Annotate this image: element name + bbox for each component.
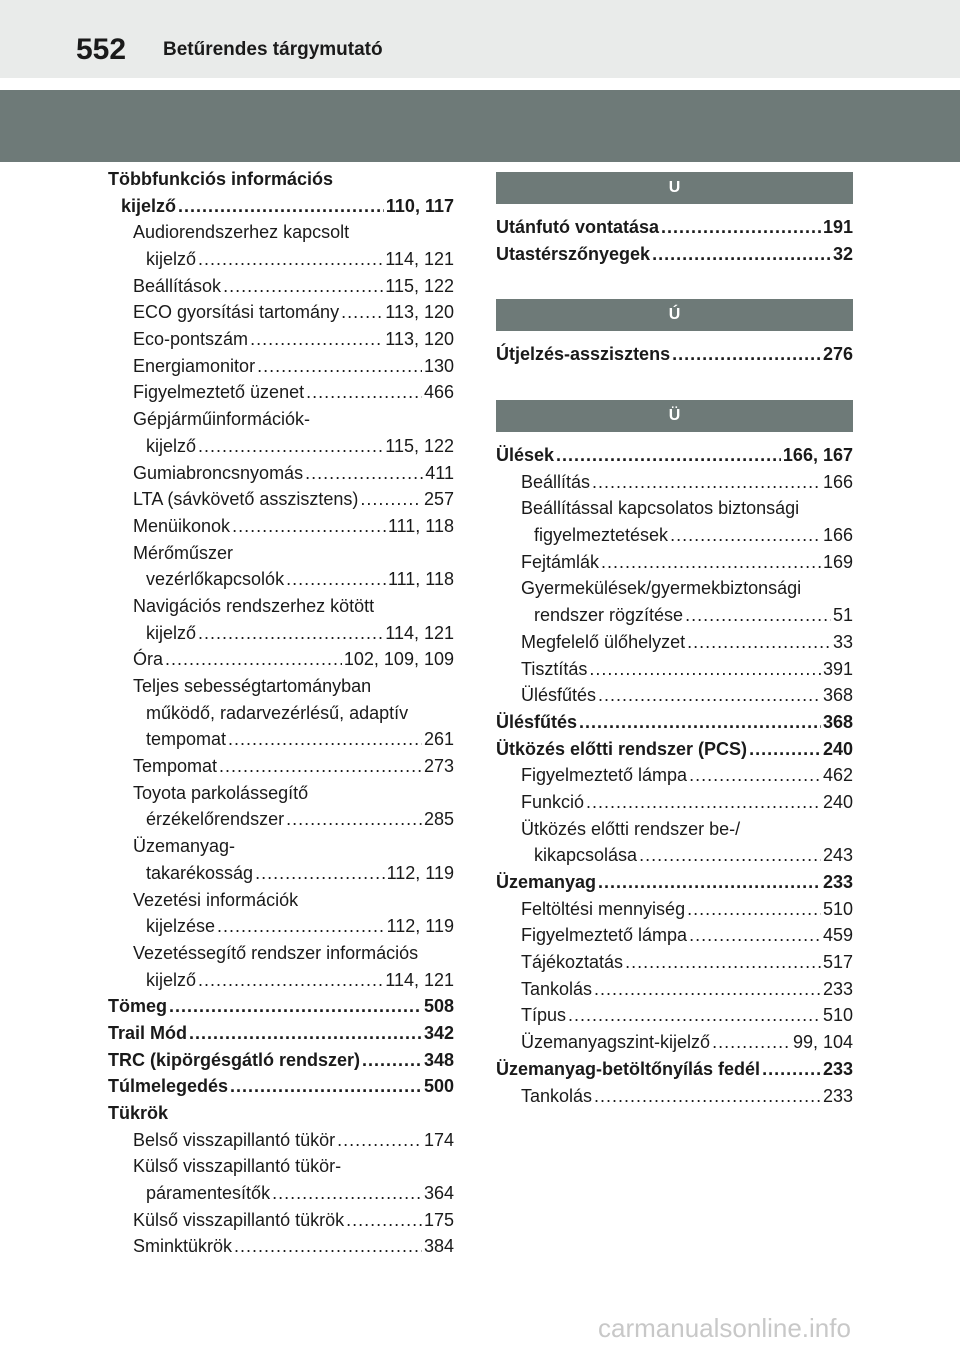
entry-label: Menüikonok [133, 515, 231, 536]
index-subentry [108, 433, 454, 460]
entry-page-ref: 285 [423, 809, 454, 830]
dot-leader [305, 460, 423, 487]
index-subentry [496, 629, 853, 656]
entry-page-ref: 51 [832, 605, 853, 626]
dot-leader [592, 469, 821, 496]
index-subentry [108, 780, 454, 807]
dot-leader [232, 513, 386, 540]
entry-page-ref: 233 [822, 1085, 853, 1106]
entry-label: Utánfutó vontatása [496, 216, 660, 237]
entry-label: Üzemanyag-betöltőnyílás fedél [496, 1058, 761, 1079]
entry-page-ref: 233 [822, 978, 853, 999]
entry-page-ref: 102, 109, 109 [343, 649, 454, 670]
section-gap [496, 267, 853, 293]
entry-page-ref: 384 [423, 1236, 454, 1257]
entry-label: Ütközés előtti rendszer (PCS) [496, 738, 748, 759]
entry-label: Figyelmeztető üzenet [133, 382, 305, 403]
entry-page-ref: 99, 104 [792, 1032, 853, 1053]
entry-page-ref: 517 [822, 952, 853, 973]
dot-leader [568, 1003, 821, 1030]
letter-heading: Ü [496, 400, 853, 432]
index-subentry [108, 380, 454, 407]
entry-label: Többfunkciós információs [108, 168, 334, 189]
entry-page-ref: 112, 119 [386, 916, 454, 937]
entry-label: Audiorendszerhez kapcsolt [133, 222, 350, 243]
index-subentry [108, 887, 454, 914]
index-column-right [496, 166, 853, 1109]
index-subentry [108, 1153, 454, 1180]
entry-page-ref: 462 [822, 765, 853, 786]
entry-page-ref: 33 [832, 631, 853, 652]
index-subentry [108, 620, 454, 647]
entry-page-ref: 243 [822, 845, 853, 866]
entry-label: Tankolás [521, 978, 593, 999]
index-entry [496, 709, 853, 736]
index-entry [496, 241, 853, 268]
entry-label: Ülések [496, 445, 555, 466]
entry-label: takarékosság [146, 862, 254, 883]
dot-leader [598, 869, 821, 896]
index-subentry [496, 522, 853, 549]
section-gap [496, 368, 853, 394]
dot-leader [169, 993, 422, 1020]
entry-page-ref: 240 [822, 791, 853, 812]
dot-leader [689, 922, 821, 949]
index-entry [108, 1020, 454, 1047]
index-subentry [108, 353, 454, 380]
index-subentry [108, 1127, 454, 1154]
entry-label: kijelző [146, 969, 197, 990]
index-subentry [496, 1083, 853, 1110]
dot-leader [250, 326, 383, 353]
entry-label: Ütközés előtti rendszer be-/ [521, 818, 741, 839]
entry-label: Ülésfűtés [521, 685, 597, 706]
dot-leader [594, 976, 821, 1003]
dot-leader [594, 1083, 821, 1110]
index-subentry [108, 967, 454, 994]
dot-leader [178, 193, 384, 220]
index-entry [108, 1073, 454, 1100]
entry-label: érzékelőrendszer [146, 809, 285, 830]
dot-leader [712, 1029, 791, 1056]
entry-label: Gyermekülések/gyermekbiztonsági [521, 578, 802, 599]
entry-page-ref: 368 [822, 685, 853, 706]
entry-page-ref: 240 [822, 738, 853, 759]
entry-label: Utastérszőnyegek [496, 243, 651, 264]
index-entry [108, 1047, 454, 1074]
index-entry [496, 869, 853, 896]
entry-label: Gumiabroncsnyomás [133, 462, 304, 483]
index-subentry [496, 469, 853, 496]
entry-page-ref: 174 [423, 1129, 454, 1150]
index-subentry [108, 673, 454, 700]
index-subentry [108, 326, 454, 353]
index-subentry [108, 299, 454, 326]
index-subentry [108, 913, 454, 940]
entry-page-ref: 273 [423, 756, 454, 777]
entry-page-ref: 115, 122 [385, 435, 454, 456]
dot-leader [198, 246, 383, 273]
entry-page-ref: 114, 121 [385, 249, 454, 270]
index-entry [108, 193, 454, 220]
entry-label: Megfelelő ülőhelyzet [521, 631, 686, 652]
index-subentry [496, 1003, 853, 1030]
index-subentry [108, 726, 454, 753]
entry-label: Toyota parkolássegítő [133, 782, 309, 803]
entry-label: Külső visszapillantó tükrök [133, 1209, 345, 1230]
entry-label: Teljes sebességtartományban [133, 676, 372, 697]
dot-leader [689, 762, 821, 789]
index-subentry [496, 842, 853, 869]
entry-label: rendszer rögzítése [534, 605, 684, 626]
entry-label: Tömeg [108, 996, 168, 1017]
dot-leader [579, 709, 821, 736]
index-subentry [496, 976, 853, 1003]
dot-leader [625, 949, 821, 976]
title-band [0, 90, 960, 162]
entry-page-ref: 348 [423, 1049, 454, 1070]
index-subentry [108, 860, 454, 887]
entry-label: Trail Mód [108, 1022, 188, 1043]
entry-label: Beállítás [521, 471, 591, 492]
entry-page-ref: 113, 120 [385, 329, 454, 350]
entry-label: Mérőműszer [133, 542, 234, 563]
entry-label: Típus [521, 1005, 567, 1026]
index-subentry [108, 700, 454, 727]
entry-label: Beállítások [133, 275, 222, 296]
dot-leader [230, 1073, 422, 1100]
dot-leader [598, 682, 821, 709]
entry-label: Figyelmeztető lámpa [521, 925, 688, 946]
entry-label: Sminktükrök [133, 1236, 233, 1257]
index-subentry [496, 896, 853, 923]
dot-leader [234, 1234, 422, 1261]
index-subentry [108, 1234, 454, 1261]
index-subentry [108, 593, 454, 620]
dot-leader [661, 214, 821, 241]
entry-label: Gépjárműinformációk- [133, 409, 311, 430]
dot-leader [286, 807, 422, 834]
entry-page-ref: 111, 118 [387, 569, 454, 590]
entry-page-ref: 342 [423, 1022, 454, 1043]
index-subentry [108, 540, 454, 567]
entry-page-ref: 233 [822, 872, 853, 893]
entry-label: Eco-pontszám [133, 329, 249, 350]
dot-leader [687, 896, 821, 923]
entry-label: Feltöltési mennyiség [521, 898, 686, 919]
dot-leader [198, 433, 383, 460]
dot-leader [346, 1207, 422, 1234]
entry-page-ref: 500 [423, 1076, 454, 1097]
entry-page-ref: 111, 118 [387, 515, 454, 536]
entry-page-ref: 510 [822, 1005, 853, 1026]
index-subentry [496, 495, 853, 522]
index-subentry [496, 789, 853, 816]
index-subentry [496, 602, 853, 629]
entry-label: Energiamonitor [133, 355, 256, 376]
dot-leader [586, 789, 821, 816]
dot-leader [601, 549, 821, 576]
entry-label: Figyelmeztető lámpa [521, 765, 688, 786]
index-subentry [108, 486, 454, 513]
index-subentry [496, 682, 853, 709]
entry-label: LTA (sávkövető asszisztens) [133, 489, 359, 510]
entry-page-ref: 32 [832, 243, 853, 264]
entry-label: ECO gyorsítási tartomány [133, 302, 340, 323]
index-subentry [108, 246, 454, 273]
index-subentry [496, 1029, 853, 1056]
entry-label: Külső visszapillantó tükör- [133, 1156, 342, 1177]
entry-label: Üzemanyagszint-kijelző [521, 1032, 711, 1053]
dot-leader [687, 629, 831, 656]
index-subentry [496, 656, 853, 683]
entry-label: Vezetéssegítő rendszer információs [133, 942, 419, 963]
entry-label: Navigációs rendszerhez kötött [133, 595, 375, 616]
index-subentry [108, 753, 454, 780]
index-subentry [108, 219, 454, 246]
entry-page-ref: 112, 119 [386, 862, 454, 883]
dot-leader [556, 442, 781, 469]
dot-leader [272, 1180, 422, 1207]
dot-leader [223, 273, 383, 300]
index-subentry [108, 807, 454, 834]
index-entry [496, 736, 853, 763]
watermark: carmanualsonline.info [598, 1313, 851, 1343]
entry-page-ref: 364 [423, 1183, 454, 1204]
entry-label: Tájékoztatás [521, 952, 624, 973]
dot-leader [639, 842, 821, 869]
entry-page-ref: 113, 120 [385, 302, 454, 323]
entry-label: kijelző [146, 435, 197, 456]
entry-label: Belső visszapillantó tükör [133, 1129, 336, 1150]
entry-page-ref: 191 [822, 216, 853, 237]
entry-page-ref: 166 [822, 471, 853, 492]
entry-page-ref: 466 [423, 382, 454, 403]
dot-leader [219, 753, 422, 780]
entry-label: Fejtámlák [521, 551, 600, 572]
entry-label: Beállítással kapcsolatos biztonsági [521, 498, 800, 519]
entry-label: figyelmeztetések [534, 525, 669, 546]
entry-label: kijelző [146, 249, 197, 270]
index-entry [108, 993, 454, 1020]
page-number: 552 [76, 33, 127, 66]
index-entry [108, 166, 454, 193]
entry-label: kikapcsolása [534, 845, 638, 866]
dot-leader [286, 566, 386, 593]
entry-page-ref: 276 [822, 344, 853, 365]
index-subentry [108, 833, 454, 860]
entry-label: Óra [133, 649, 164, 670]
entry-label: Üzemanyag [496, 872, 597, 893]
entry-page-ref: 175 [423, 1209, 454, 1230]
entry-label: TRC (kipörgésgátló rendszer) [108, 1049, 361, 1070]
index-entry [496, 442, 853, 469]
index-subentry [496, 576, 853, 603]
dot-leader [217, 913, 385, 940]
entry-label: Tükrök [108, 1103, 169, 1124]
dot-leader [337, 1127, 422, 1154]
index-entry [496, 1056, 853, 1083]
dot-leader [255, 860, 385, 887]
entry-page-ref: 166, 167 [782, 445, 853, 466]
entry-label: Túlmelegedés [108, 1076, 229, 1097]
index-subentry [496, 549, 853, 576]
dot-leader [670, 522, 821, 549]
entry-label: Üzemanyag- [133, 836, 236, 857]
entry-label: kijelzése [146, 916, 216, 937]
index-subentry [108, 566, 454, 593]
index-subentry [496, 949, 853, 976]
index-subentry [108, 940, 454, 967]
entry-label: Tisztítás [521, 658, 588, 679]
entry-label: Útjelzés-asszisztens [496, 344, 671, 365]
dot-leader [762, 1056, 821, 1083]
index-subentry [108, 273, 454, 300]
entry-page-ref: 391 [822, 658, 853, 679]
dot-leader [257, 353, 422, 380]
dot-leader [198, 620, 383, 647]
entry-page-ref: 459 [822, 925, 853, 946]
index-entry [496, 214, 853, 241]
index-column-left [108, 166, 454, 1260]
index-subentry [496, 816, 853, 843]
entry-label: Vezetési információk [133, 889, 299, 910]
dot-leader [341, 299, 383, 326]
entry-page-ref: 233 [822, 1058, 853, 1079]
entry-page-ref: 114, 121 [385, 969, 454, 990]
entry-page-ref: 169 [822, 551, 853, 572]
dot-leader [360, 486, 422, 513]
entry-label: Ülésfűtés [496, 711, 578, 732]
index-subentry [108, 646, 454, 673]
entry-page-ref: 411 [425, 462, 454, 483]
entry-page-ref: 114, 121 [385, 622, 454, 643]
dot-leader [685, 602, 831, 629]
entry-label: tempomat [146, 729, 227, 750]
entry-page-ref: 110, 117 [385, 195, 454, 216]
entry-label: kijelző [146, 622, 197, 643]
index-subentry [496, 922, 853, 949]
entry-page-ref: 261 [423, 729, 454, 750]
index-subentry [108, 1207, 454, 1234]
entry-page-ref: 115, 122 [385, 275, 454, 296]
header-bar [0, 0, 960, 78]
entry-page-ref: 510 [822, 898, 853, 919]
dot-leader [198, 967, 383, 994]
dot-leader [362, 1047, 422, 1074]
dot-leader [306, 380, 422, 407]
letter-heading: U [496, 172, 853, 204]
letter-heading: Ú [496, 299, 853, 331]
index-subentry [108, 513, 454, 540]
entry-page-ref: 166 [822, 525, 853, 546]
index-subentry [108, 460, 454, 487]
dot-leader [165, 646, 342, 673]
entry-label: páramentesítők [146, 1183, 271, 1204]
entry-label: vezérlőkapcsolók [146, 569, 285, 590]
dot-leader [228, 726, 422, 753]
entry-label: Tankolás [521, 1085, 593, 1106]
entry-label: Funkció [521, 791, 585, 812]
entry-page-ref: 257 [423, 489, 454, 510]
entry-label: működő, radarvezérlésű, adaptív [146, 702, 409, 723]
dot-leader [749, 736, 821, 763]
index-entry [496, 341, 853, 368]
entry-label: kijelző [121, 195, 177, 216]
entry-page-ref: 508 [423, 996, 454, 1017]
entry-label: Tempomat [133, 756, 218, 777]
entry-page-ref: 368 [822, 711, 853, 732]
entry-page-ref: 130 [423, 355, 454, 376]
index-subentry [108, 1180, 454, 1207]
dot-leader [589, 656, 821, 683]
dot-leader [672, 341, 821, 368]
dot-leader [652, 241, 831, 268]
index-entry [108, 1100, 454, 1127]
index-subentry [496, 762, 853, 789]
index-subentry [108, 406, 454, 433]
dot-leader [189, 1020, 422, 1047]
section-title: Betűrendes tárgymutató [163, 39, 383, 60]
